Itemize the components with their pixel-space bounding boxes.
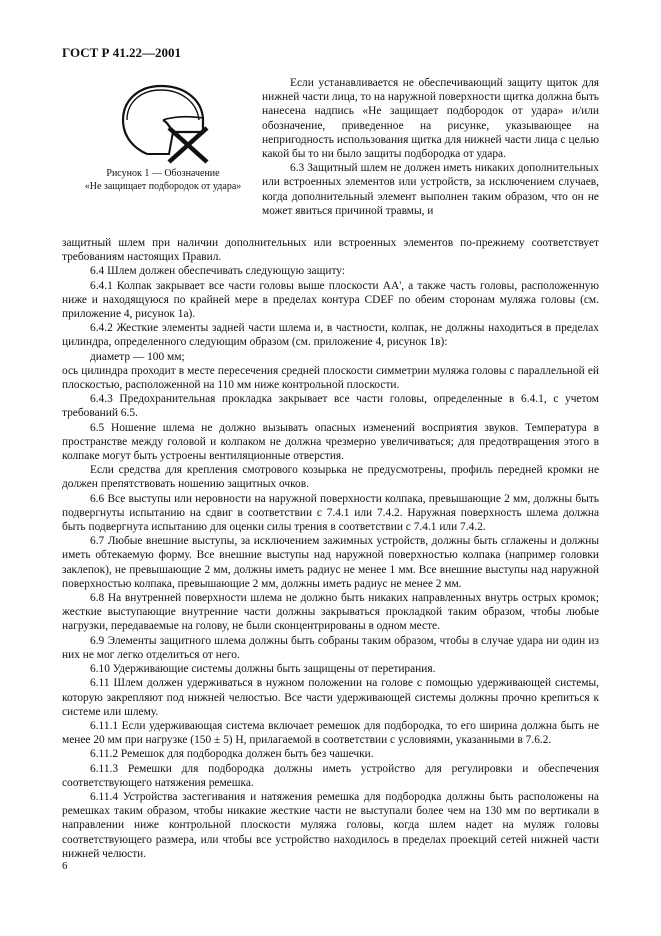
paragraph: ось цилиндра проходит в месте пересечения средней плоскости симметрии муляжа головы с параллельной ей плоскостью, расположенной на 110 мм ниже контрольной плоскости. (62, 364, 599, 392)
page-number: 6 (62, 860, 68, 872)
paragraph: Если устанавливается не обеспечивающий защиту щиток для нижней части лица, то на наружной поверхности щитка должна быть нанесена надпись «Не защищает подбородок от удара» и/или обозначение, приведенное на рисунке, указывающее на непригодность использования щитка для нижней части лица с целью какой бы то ни было защиты подбородка от удара. (262, 77, 599, 161)
paragraph: 6.4.2 Жесткие элементы задней части шлема и, в частности, колпак, не должны находиться в пределах цилиндра, определенного следующим образом (см. приложение 4, рисунок 1в): (62, 322, 599, 349)
paragraph: 6.5 Ношение шлема не должно вызывать опасных изменений восприятия звуков. Температура в пространстве между головой и колпаком не должна чрезмерно увеличиваться; для предотвращения этого в колпаке могут быть устроены вентиляционные отверстия. (62, 421, 599, 463)
helmet-with-cross-icon (109, 78, 217, 166)
paragraph: защитный шлем при наличии дополнительных или встроенных элементов по-прежнему соответствует требованиям настоящих Правил. (62, 237, 599, 264)
paragraph: 6.11.1 Если удерживающая система включает ремешок для подбородка, то его ширина должна быть не менее 20 мм при нагрузке (150 ± 5) Н, прилагаемой в соответствии с условиями, указанными в 7.6.2. (62, 719, 599, 747)
figure-1 (62, 78, 264, 193)
intro-column (262, 76, 599, 218)
paragraph: 6.3 Защитный шлем не должен иметь никаких дополнительных или встроенных элементов или устройств, за исключением случаев, когда дополнительный элемент выполнен таким образом, что он не может явиться причиной травмы, и (262, 162, 599, 217)
paragraph: 6.11.2 Ремешок для подбородка должен быть без чашечки. (90, 748, 374, 761)
paragraph: 6.6 Все выступы или неровности на наружной поверхности колпака, превышающие 2 мм, должны быть подвергнуты испытанию на сдвиг в соответствии с 7.4.1 или 7.4.2. Наружная поверхность шлема должна быть подвергнута испытанию для оценки силы трения в соответствии с 7.4.1 или 7.4.2. (62, 492, 599, 534)
paragraph: 6.10 Удерживающие системы должны быть защищены от перетирания. (90, 663, 436, 676)
paragraph: 6.11.4 Устройства застегивания и натяжения ремешка для подбородка должны быть расположены на ремешках таким образом, чтобы никакие жесткие части не выступали более чем на 130 мм по вертикали в направлении ниже контрольной плоскости муляжа головы, когда шлем надет на муляж головы соответствующего размера, или чтобы все устройство находилось в пределах проекций сетей нижней части нижней челюсти. (62, 790, 599, 860)
paragraph: 6.8 На внутренней поверхности шлема не должно быть никаких направленных внутрь острых кромок; жесткие выступающие внутренние части должны закрываться прокладкой таким образом, чтобы любые нагрузки, передаваемые на голову, не были сконцентрированы в одном месте. (62, 592, 599, 633)
paragraph: 6.4.1 Колпак закрывает все части головы выше плоскости AA', а также часть головы, расположенную ниже и находящуюся по крайней мере в пределах контура CDEF по обеим сторонам муляжа головы (см. приложение 4, рисунок 1а). (62, 279, 599, 321)
paragraph: диаметр — 100 мм; (90, 350, 185, 363)
paragraph: 6.11 Шлем должен удерживаться в нужном положении на голове с помощью удерживающей системы, которую закрепляют под нижней челюстью. Все части удерживающей системы должны прочно крепиться к системе или шлему. (62, 677, 599, 718)
paragraph: 6.9 Элементы защитного шлема должны быть собраны таким образом, чтобы в случае удара ни один из них не мог легко отделиться от него. (62, 634, 599, 661)
figure-caption-title: Рисунок 1 — Обозначение (106, 168, 220, 179)
paragraph: 6.11.3 Ремешки для подбородка должны иметь устройство для регулировки и обеспечения соответствующего натяжения ремешка. (62, 762, 599, 789)
body-text (62, 236, 599, 861)
paragraph: 6.7 Любые внешние выступы, за исключением зажимных устройств, должны быть сглажены и должны иметь обтекаемую форму. Все внешние выступы над наружной поверхностью колпака (например головки заклепок), не превышающие 2 мм, должны иметь радиус не менее 1 мм. Все внешние выступы над наружной поверхностью колпака, превышающие 2 мм, должны иметь радиус не менее 2 мм. (62, 535, 599, 590)
document-header: ГОСТ Р 41.22—2001 (62, 45, 181, 60)
paragraph: Если средства для крепления смотрового козырька не предусмотрены, профиль передней кромки не должен препятствовать ношению защитных очков. (62, 464, 599, 491)
paragraph: 6.4 Шлем должен обеспечивать следующую защиту: (90, 265, 345, 278)
figure-caption-text: «Не защищает подбородок от удара» (84, 180, 242, 192)
paragraph: 6.4.3 Предохранительная прокладка закрывает все части головы, определенные в 6.4.1, с учетом требований 6.5. (62, 393, 599, 420)
